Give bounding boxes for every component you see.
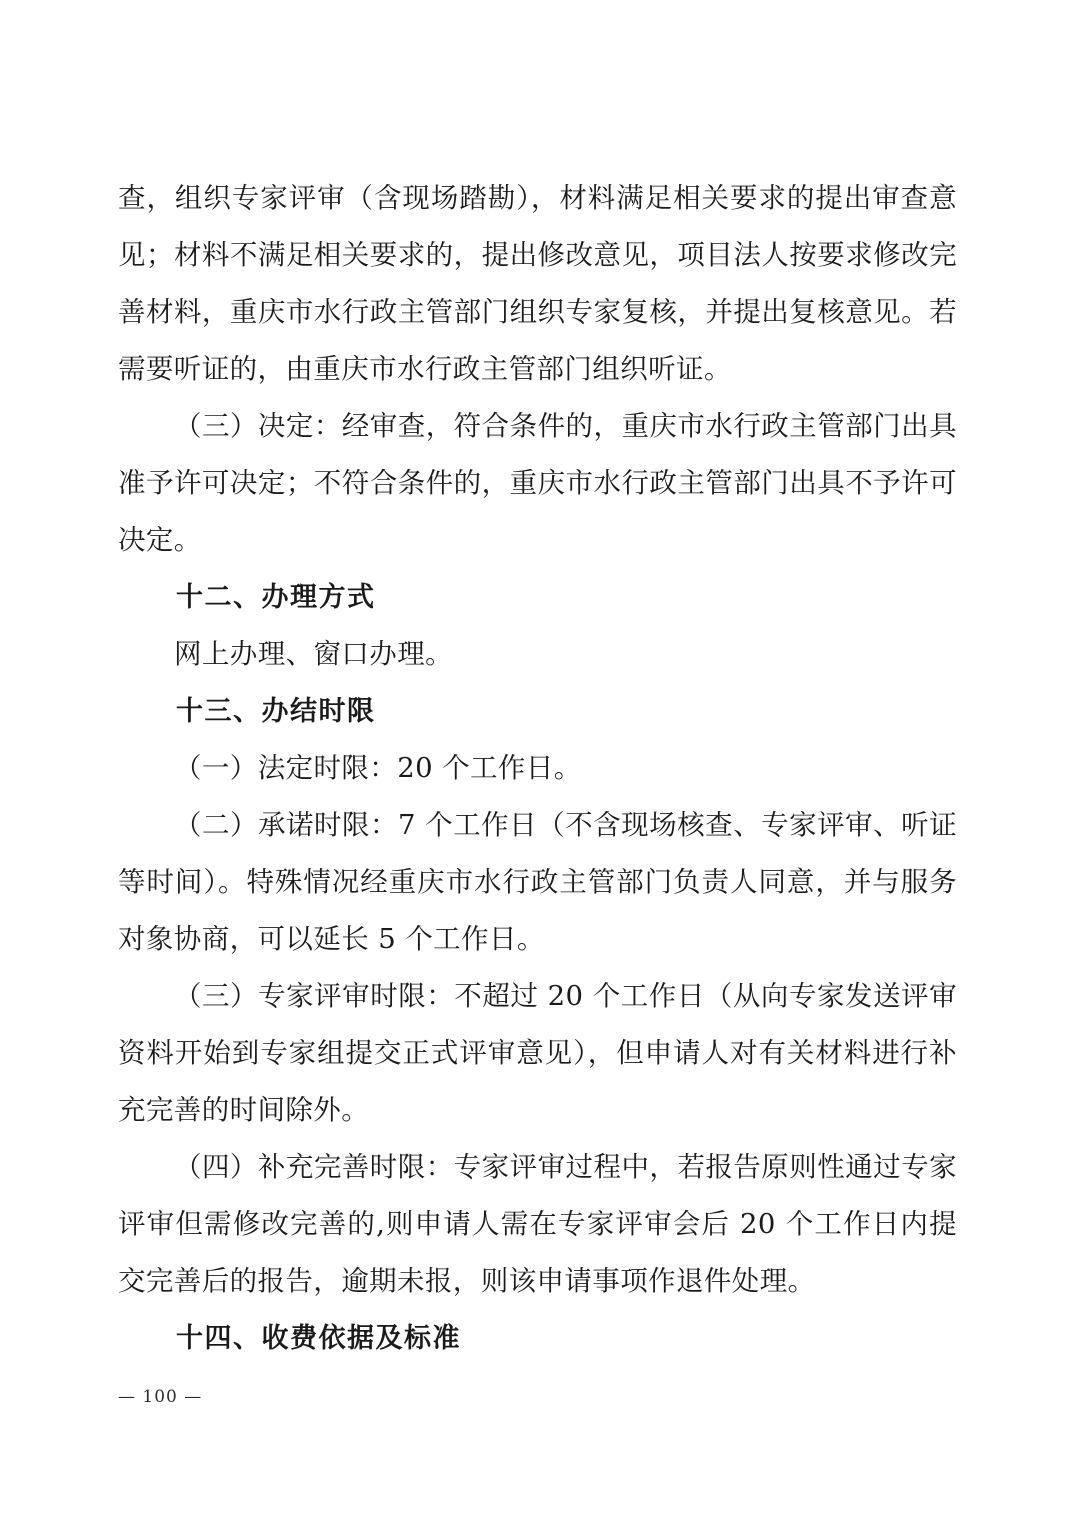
heading-twelve-handling-method: 十二、办理方式	[176, 582, 376, 613]
paragraph-statutory-time-limit: （一）法定时限：20 个工作日。	[174, 752, 582, 784]
heading-fourteen-fee-basis: 十四、收费依据及标准	[176, 1323, 461, 1354]
paragraph-item-three-decision: （三）决定：经审查，符合条件的，重庆市水行政主管部门出具准予许可决定；不符合条件的，重庆市水行政主管部门出具不予许可决定。	[118, 410, 957, 556]
paragraph-handling-method-content: 网上办理、窗口办理。	[174, 638, 453, 670]
paragraph-supplement-time-limit: （四）补充完善时限：专家评审过程中，若报告原则性通过专家评审但需修改完善的,则申请人需在专家评审会后 20 个工作日内提交完善后的报告，逾期未报，则该申请事项作退件处理。	[118, 1151, 957, 1297]
paragraph-expert-review-time-limit: （三）专家评审时限：不超过 20 个工作日（从向专家发送评审资料开始到专家组提交正式评审意见），但申请人对有关材料进行补充完善的时间除外。	[118, 980, 957, 1126]
paragraph-promised-time-limit: （二）承诺时限：7 个工作日（不含现场核查、专家评审、听证等时间）。特殊情况经重庆市水行政主管部门负责人同意，并与服务对象协商，可以延长 5 个工作日。	[118, 809, 957, 955]
heading-thirteen-time-limit: 十三、办结时限	[176, 696, 376, 727]
paragraph-review-continuation: 查，组织专家评审（含现场踏勘），材料满足相关要求的提出审查意见；材料不满足相关要求的，提出修改意见，项目法人按要求修改完善材料，重庆市水行政主管部门组织专家复核，并提出复核意见。若需要听证的，由重庆市水行政主管部门组织听证。	[118, 182, 957, 385]
page-number: — 100 —	[118, 1387, 203, 1407]
